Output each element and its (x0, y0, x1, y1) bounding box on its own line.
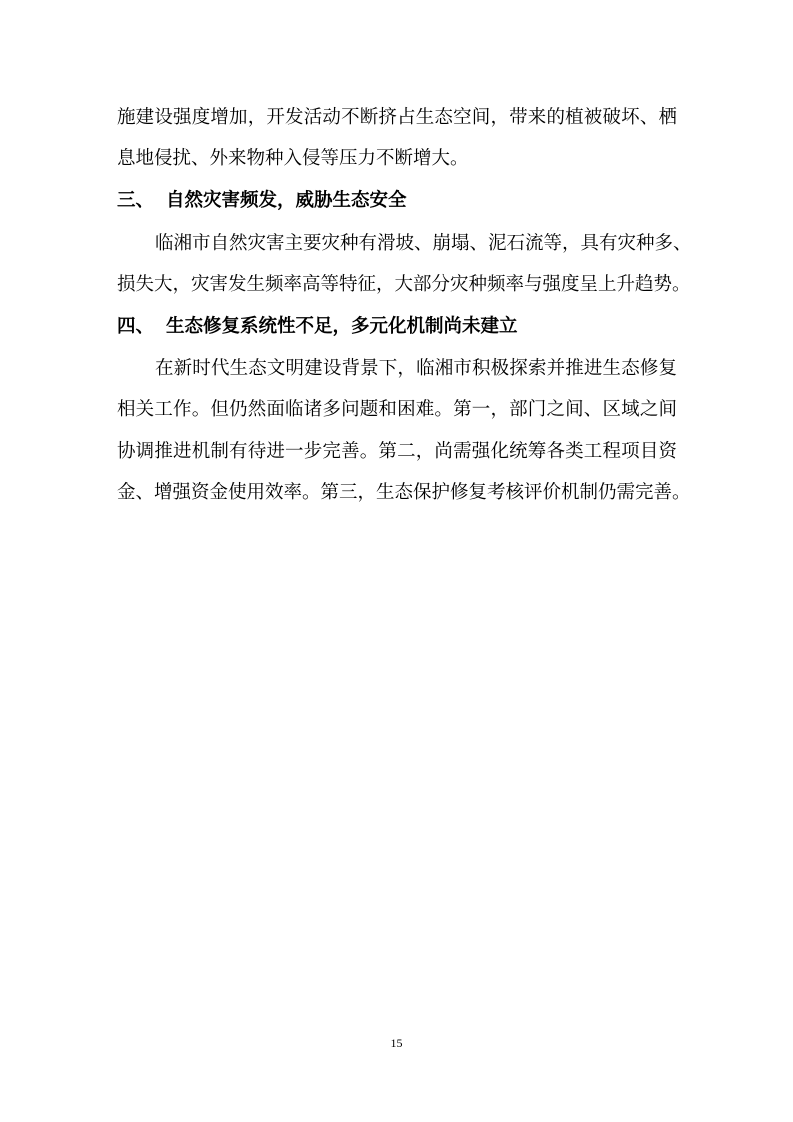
section-heading-3 (117, 189, 407, 213)
paragraph-line: 息地侵扰、外来物种入侵等压力不断增大。 (117, 148, 469, 169)
paragraph-line: 相关工作。但仍然面临诸多问题和困难。第一，部门之间、区域之间 (117, 399, 677, 420)
paragraph-line: 损失大，灾害发生频率高等特征，大部分灾种频率与强度呈上升趋势。 (117, 274, 691, 295)
page-number: 15 (390, 1036, 403, 1050)
paragraph-line: 临湘市自然灾害主要灾种有滑坡、崩塌、泥石流等，具有灾种多、 (155, 233, 692, 254)
heading-number: 三、 (117, 190, 155, 211)
paragraph-line: 协调推进机制有待进一步完善。第二，尚需强化统筹各类工程项目资 (117, 441, 677, 462)
paragraph-line: 施建设强度增加，开发活动不断挤占生态空间，带来的植被破坏、栖 (117, 107, 677, 128)
paragraph-line: 金、增强资金使用效率。第三，生态保护修复考核评价机制仍需完善。 (117, 482, 691, 503)
section-heading-4 (117, 315, 518, 339)
paragraph-line: 在新时代生态文明建设背景下，临湘市积极探索并推进生态修复 (155, 358, 677, 379)
heading-number: 四、 (117, 316, 155, 337)
heading-title: 生态修复系统性不足，多元化机制尚未建立 (166, 316, 518, 337)
heading-title: 自然灾害频发，威胁生态安全 (166, 190, 407, 211)
